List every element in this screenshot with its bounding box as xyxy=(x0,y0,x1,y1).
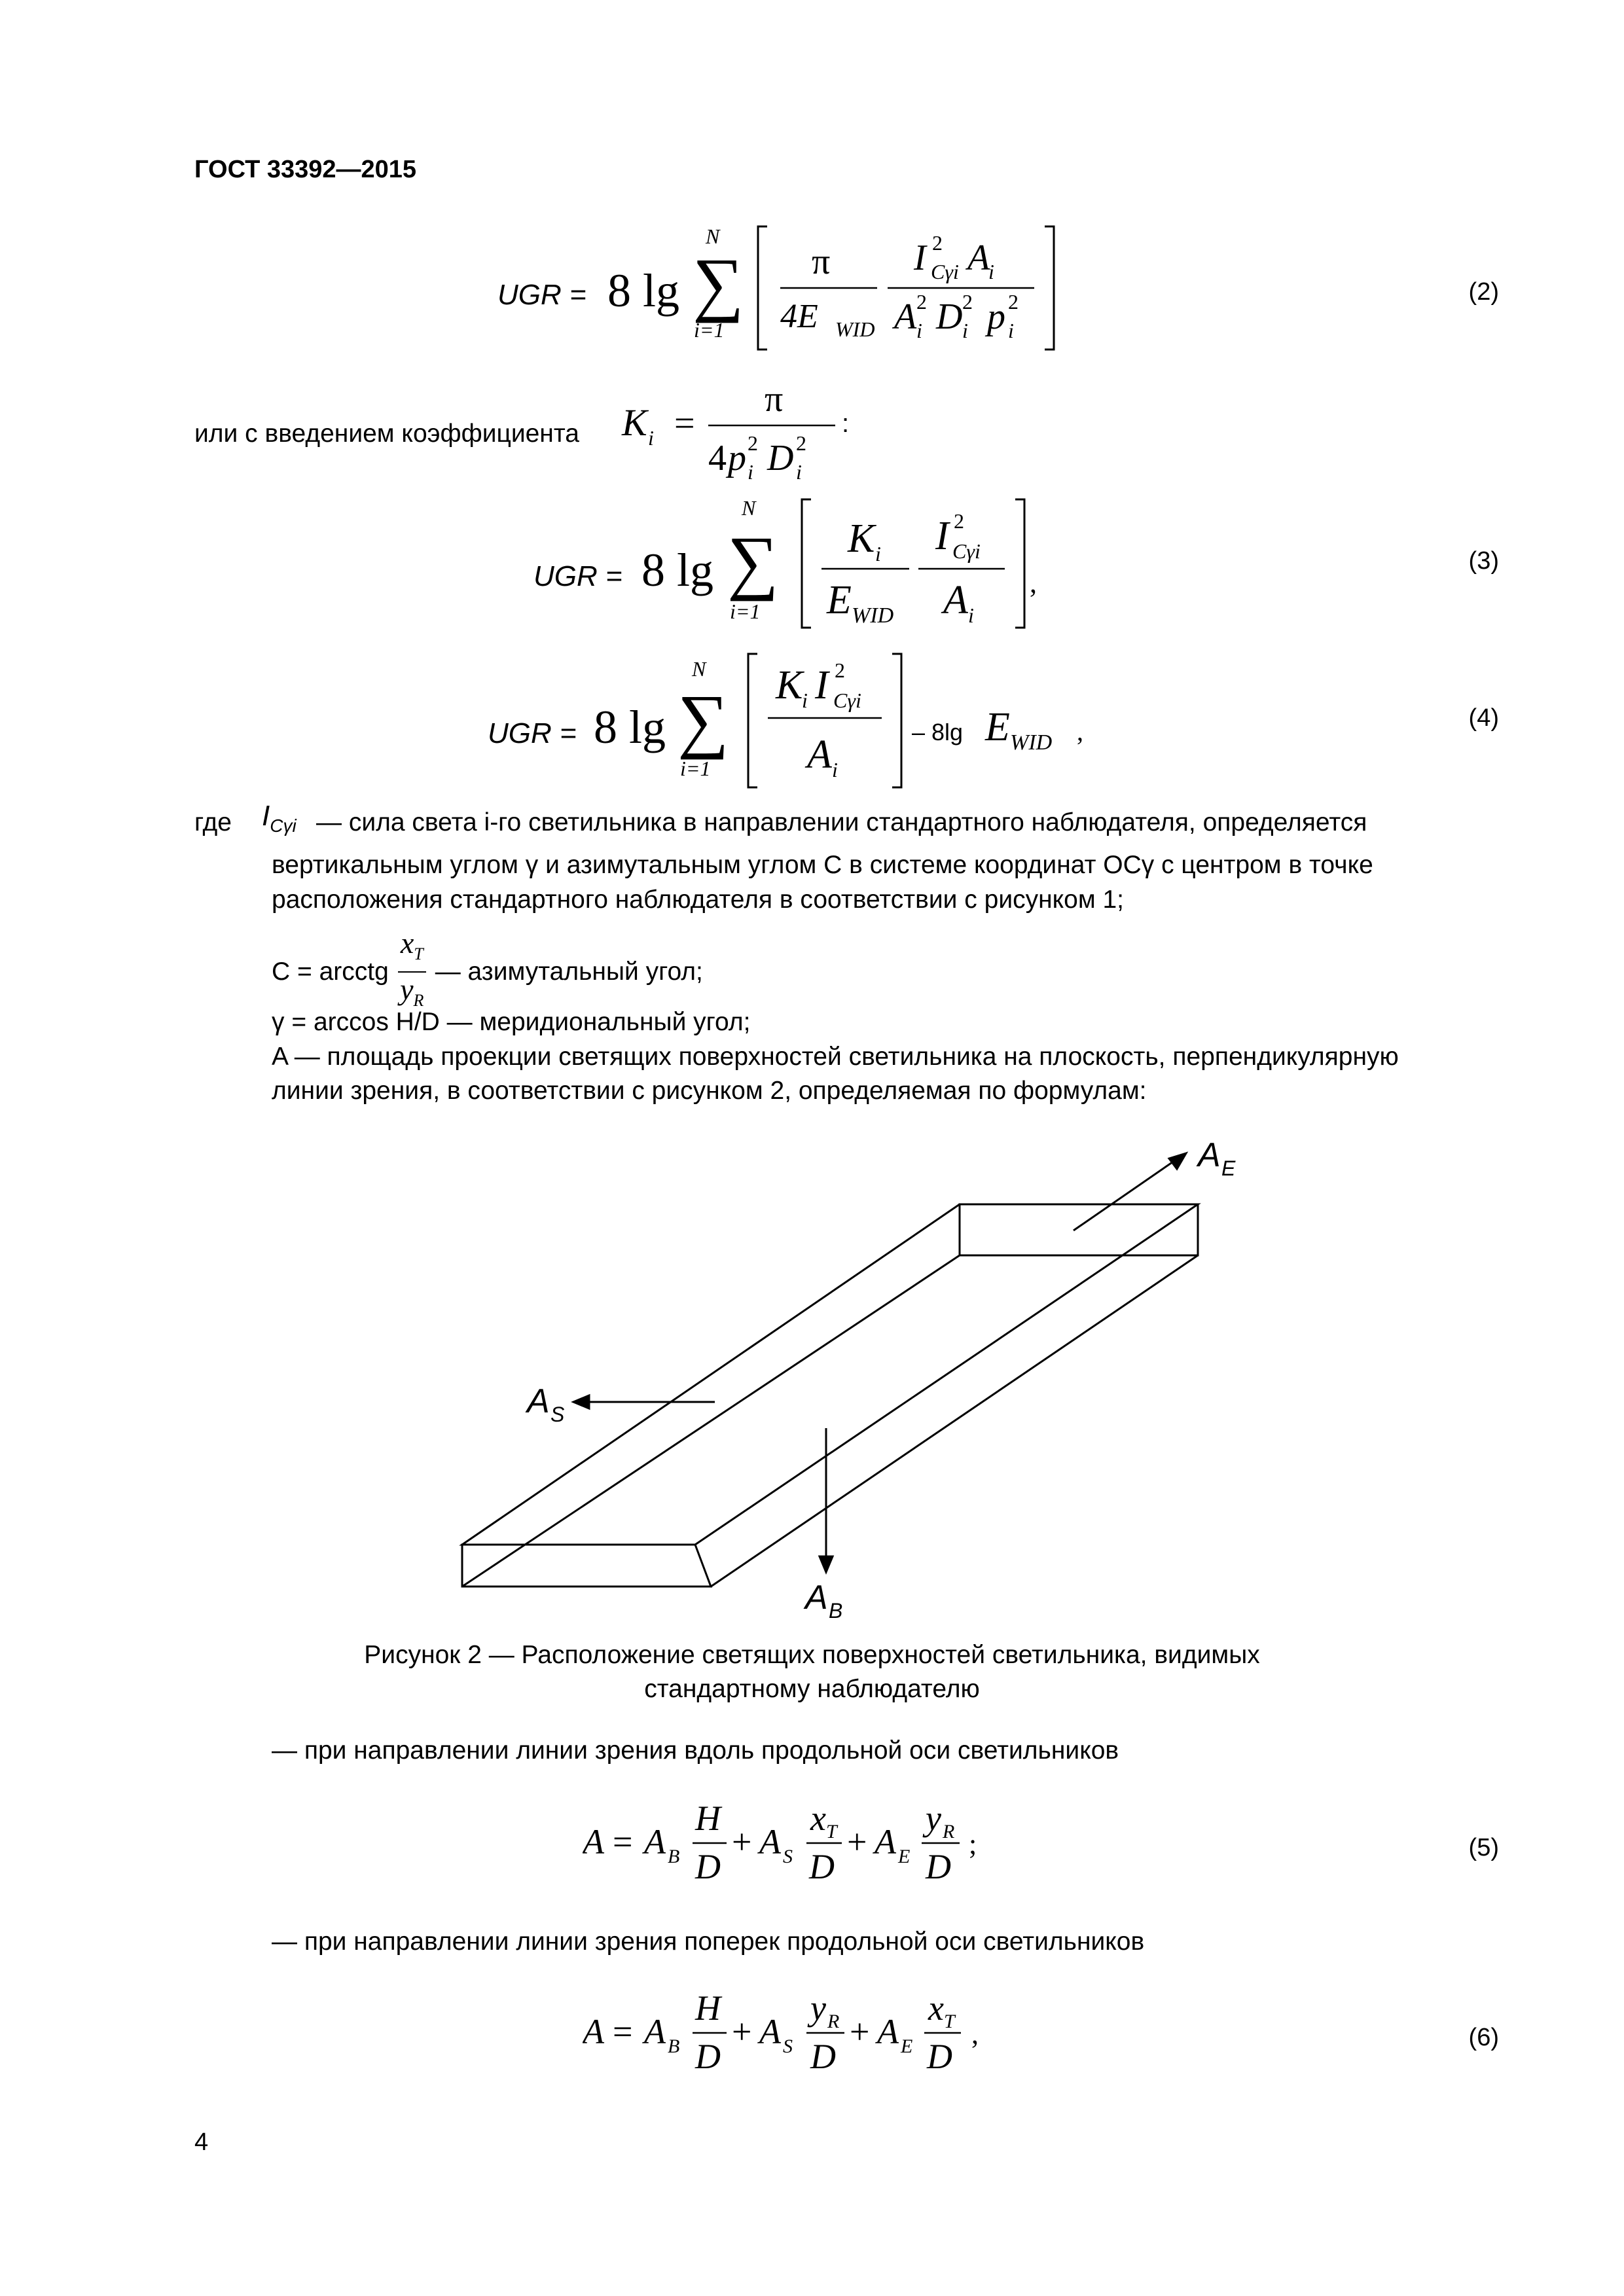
k-eq: = xyxy=(674,403,695,444)
eq5-d1: D xyxy=(695,1847,721,1886)
across-text: — при направлении линии зрения поперек продольной оси светильников xyxy=(272,1928,1145,1956)
figure-caption-line1: Рисунок 2 — Расположение светящих поверхностей светильника, видимых xyxy=(364,1641,1260,1669)
figure-caption-line2: стандартному наблюдателю xyxy=(644,1675,980,1703)
eq4-a: A xyxy=(807,732,832,777)
eq5-ae-sub: E xyxy=(898,1846,911,1867)
eq5-lhs: A xyxy=(583,1822,604,1861)
k-den-d-sub: i xyxy=(796,460,802,484)
eq5-x-sub: T xyxy=(826,1821,837,1842)
eq2-num2-b-sub: i xyxy=(988,260,994,283)
a-line2: линии зрения, в соответствии с рисунком 2, определяемая по формулам: xyxy=(272,1077,1147,1105)
eq6-lhs: A xyxy=(583,2012,604,2051)
eq3-sigma: ∑ xyxy=(727,522,779,601)
equation-6 xyxy=(583,1983,1054,2085)
arrow-ab-head xyxy=(820,1556,833,1572)
eq5-ab: A xyxy=(644,1822,666,1861)
arrow-as-head xyxy=(573,1395,589,1408)
eq6-d2: D xyxy=(810,2037,836,2076)
eq6-number: (6) xyxy=(1468,2024,1499,2051)
eq5-plus2: + xyxy=(847,1822,867,1861)
eq5-h: H xyxy=(695,1799,721,1838)
eq6-as-sub: S xyxy=(783,2036,793,2057)
eq6-plus2: + xyxy=(850,2012,870,2051)
k-den-p: p xyxy=(728,438,746,478)
eq3-number: (3) xyxy=(1468,547,1499,575)
eq2-den1: 4E xyxy=(780,298,818,335)
eq2-den2: A xyxy=(894,296,917,337)
luminaire-drawing xyxy=(462,1204,1198,1587)
eq5-y-sub: R xyxy=(943,1821,955,1842)
k-sub: i xyxy=(648,426,654,450)
eq5-y: y xyxy=(926,1799,941,1838)
eq4-comma: , xyxy=(1077,717,1083,746)
eq6-y-sub: R xyxy=(827,2011,840,2032)
label-ab: A xyxy=(805,1579,828,1617)
eq4-i-sup: 2 xyxy=(835,658,845,682)
k-den-d-sup: 2 xyxy=(796,431,806,455)
eq3-i: I xyxy=(935,514,949,558)
eq6-ab: A xyxy=(644,2012,666,2051)
label-ae-sub: E xyxy=(1221,1157,1236,1180)
eq5-as-sub: S xyxy=(783,1846,793,1867)
eq4-coef: 8 lg xyxy=(594,701,666,753)
eq2-den1-sub: WID xyxy=(835,317,875,341)
eq2-number: (2) xyxy=(1468,278,1499,306)
eq6-eq: = xyxy=(613,2012,633,2051)
eq2-den2-c: p xyxy=(987,296,1005,337)
eq4-e: E xyxy=(985,705,1010,749)
where-line2: вертикальным углом γ и азимутальным углом C в системе координат OCγ с центром в точке xyxy=(272,851,1373,879)
gamma-line: γ = arccos H/D — меридиональный угол; xyxy=(272,1008,751,1036)
eq4-e-sub: WID xyxy=(1010,730,1053,755)
eq4-sigma: ∑ xyxy=(677,680,729,760)
eq4-number: (4) xyxy=(1468,704,1499,732)
eq2-sum-bottom: i=1 xyxy=(694,318,725,342)
eq6-d3: D xyxy=(927,2037,952,2076)
a-line1: A — площадь проекции светящих поверхностей светильника на плоскость, перпендикулярную xyxy=(272,1043,1399,1071)
where-line3: расположения стандартного наблюдателя в соответствии с рисунком 1; xyxy=(272,886,1125,914)
eq4-k: K xyxy=(776,663,803,708)
eq4-minus: – 8lg xyxy=(912,719,964,745)
eq6-end: , xyxy=(971,2018,979,2050)
eq3-e-sub: WID xyxy=(852,603,894,628)
label-as: A xyxy=(527,1382,550,1420)
eq2-den2-sup: 2 xyxy=(916,290,927,314)
eq3-i-sup: 2 xyxy=(954,509,964,533)
eq6-x: x xyxy=(928,1988,944,2028)
eq2-den2c-sub: i xyxy=(1008,319,1014,342)
eq3-a: A xyxy=(943,578,968,622)
eq2-den2b-sup: 2 xyxy=(962,290,973,314)
eq4-k-sub: i xyxy=(802,689,808,712)
along-text: — при направлении линии зрения вдоль продольной оси светильников xyxy=(272,1736,1119,1765)
eq2-den2c-sup: 2 xyxy=(1008,290,1019,314)
eq3-a-sub: i xyxy=(968,603,974,627)
eq5-end: ; xyxy=(969,1828,977,1860)
equation-5 xyxy=(583,1793,1054,1895)
intro-k-text: или с введением коэффициента xyxy=(194,420,579,448)
eq5-plus1: + xyxy=(732,1822,752,1861)
eq3-sum-top: N xyxy=(742,496,756,520)
eq4-i-sub: Cγi xyxy=(833,689,861,712)
where-symbol: $I_{C\gamma i}$ xyxy=(262,800,297,836)
eq3-lhs: UGR = xyxy=(533,560,623,592)
eq2-num2: I xyxy=(914,238,926,278)
eq4-a-sub: i xyxy=(832,758,838,781)
k-den-4: 4 xyxy=(708,438,727,478)
eq5-d2: D xyxy=(809,1847,835,1886)
eq2-den2-sub: i xyxy=(916,319,922,342)
label-ae: A xyxy=(1198,1136,1221,1174)
eq3-k: K xyxy=(848,516,875,561)
eq5-eq: = xyxy=(613,1822,633,1861)
eq6-x-sub: T xyxy=(944,2011,955,2032)
arrow-ae xyxy=(1074,1160,1175,1230)
eq6-h: H xyxy=(695,1988,721,2028)
where-label: где xyxy=(194,808,232,836)
eq2-den2-b: D xyxy=(936,296,963,337)
label-ab-sub: B xyxy=(829,1599,843,1623)
eq4-lhs: UGR = xyxy=(488,717,577,749)
document-id: ГОСТ 33392—2015 xyxy=(194,156,417,183)
eq5-ae: A xyxy=(875,1822,896,1861)
eq2-lhs: UGR = xyxy=(497,279,586,311)
k-symbol: K xyxy=(622,401,647,444)
eq2-coef: 8 lg xyxy=(607,264,680,317)
eq2-num2-sub: Cγi xyxy=(931,260,959,283)
eq5-as: A xyxy=(759,1822,781,1861)
k-pi: π xyxy=(765,379,784,420)
k-colon: : xyxy=(842,409,850,438)
eq2-num2-b: A xyxy=(967,238,990,278)
eq6-as: A xyxy=(759,2012,781,2051)
page-number: 4 xyxy=(194,2128,209,2156)
arrow-ae-head xyxy=(1169,1153,1186,1169)
eq3-k-sub: i xyxy=(875,542,881,565)
eq2-sum-top: N xyxy=(706,224,720,248)
label-as-sub: S xyxy=(550,1403,565,1426)
eq4-sum-bottom: i=1 xyxy=(680,757,711,780)
eq3-comma: , xyxy=(1030,567,1037,599)
eq3-i-sub: Cγi xyxy=(952,539,981,563)
eq5-d3: D xyxy=(926,1847,951,1886)
c-formula: C = arcctg $\frac{x_T}{y_R}$ — азимутальный угол; xyxy=(272,926,703,1011)
eq5-number: (5) xyxy=(1468,1834,1499,1861)
eq2-num2-sup: 2 xyxy=(932,231,943,255)
eq2-sigma: ∑ xyxy=(693,243,744,323)
k-den-p-sub: i xyxy=(748,460,753,484)
eq3-sum-bottom: i=1 xyxy=(730,600,761,623)
eq5-x: x xyxy=(810,1799,826,1838)
eq4-i: I xyxy=(815,663,829,708)
eq6-plus1: + xyxy=(732,2012,752,2051)
eq6-y: y xyxy=(810,1988,826,2028)
eq2-pi: π xyxy=(812,242,831,282)
eq6-d1: D xyxy=(695,2037,721,2076)
where-line1: — сила света i-го светильника в направлении стандартного наблюдателя, определяется xyxy=(316,808,1367,836)
k-den-d: D xyxy=(767,438,794,478)
eq6-ae: A xyxy=(877,2012,899,2051)
eq5-ab-sub: B xyxy=(668,1846,680,1867)
eq6-ab-sub: B xyxy=(668,2036,680,2057)
eq3-e: E xyxy=(827,578,852,622)
k-den-p-sup: 2 xyxy=(748,431,758,455)
eq2-den2b-sub: i xyxy=(962,319,968,342)
eq6-ae-sub: E xyxy=(901,2036,913,2057)
eq4-sum-top: N xyxy=(692,657,706,681)
eq3-coef: 8 lg xyxy=(641,544,714,596)
